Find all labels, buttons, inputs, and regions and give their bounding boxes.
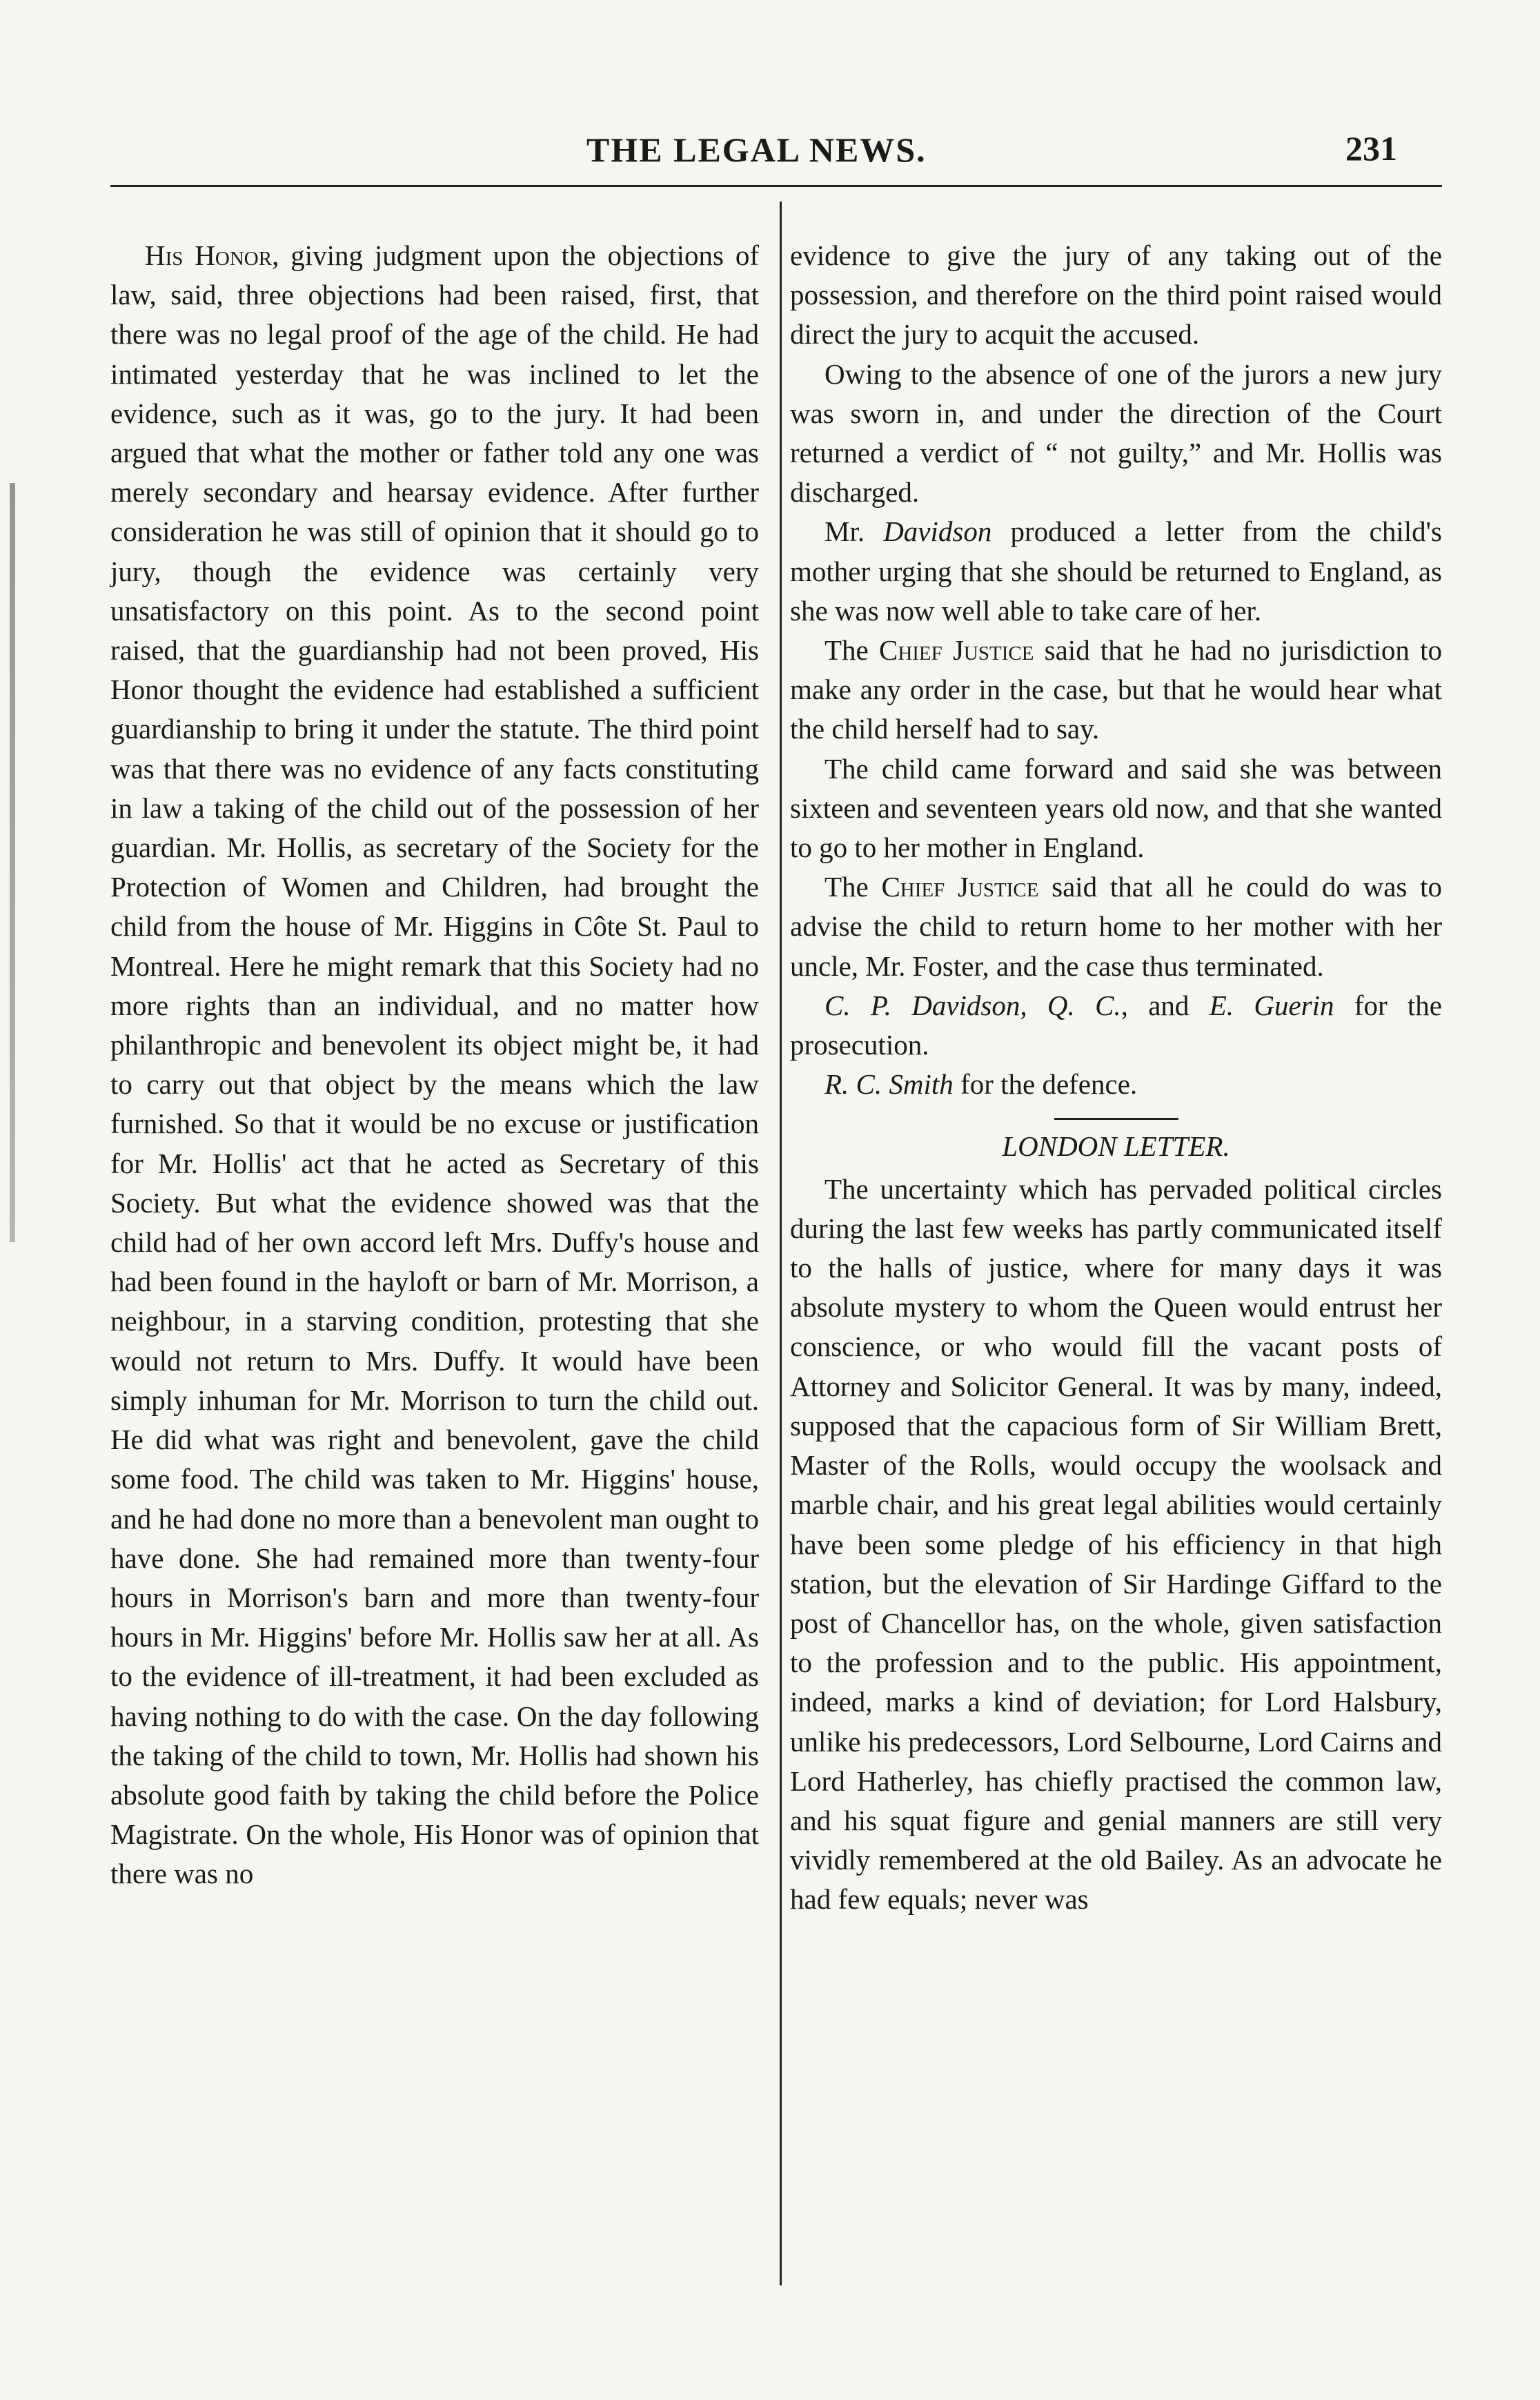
page-header-title: THE LEGAL NEWS.	[586, 130, 927, 169]
counsel-name: C. P. Davidson, Q. C.	[825, 989, 1121, 1021]
text-run: produced a letter from the child's mother urging that she should be returned to England, as she was now well able to take care of her.	[790, 515, 1442, 627]
judgment-paragraph	[110, 236, 759, 1894]
scan-edge-mark	[10, 483, 15, 1242]
text-run: , and	[1121, 989, 1210, 1021]
paragraph-child: The child came forward and said she was between sixteen and seventeen years old now, and that she wanted to go to her mother in England.	[790, 752, 1442, 864]
speaker-name: Chief Justice	[878, 634, 1034, 667]
person-name: Davidson	[883, 515, 992, 548]
right-column	[790, 236, 1442, 1920]
text-run: said that he had no jurisdiction to make any order in the case, but that he would hear what the child herself had to say.	[790, 634, 1443, 745]
judgment-text: , giving judgment upon the objections of law, said, three objections had been raised, first, that there was no legal proof of the age of the child. He had intimated yesterday that he was inclined to let the evidence, such as it was, go to the jury. It had been argued that what the mother or father told any one was merely secondary and hearsay evidence. After further consideration he was still of opinion that it should go to jury, though the evidence was certainly very unsatisfactory on this point. As to the second point raised, that the guardianship had not been proved, His Honor thought the evidence had established a sufficient guardianship to bring it under the statute. The third point was that there was no evidence of any facts constituting in law a taking of the child out of the possession of her guardian. Mr. Hollis, as secretary of the Society for the Protection of Women and Children, had brought the child from the house of Mr. Higgins in Côte St. Paul to Montreal. Here he might remark that this Society had no more rights than an individual, and no matter how philanthropic and benevolent its object might be, it had to carry out that object by the means which the law furnished. So that it would be no excuse or justification for Mr. Hollis' act that he acted as Secretary of this Society. But what the evidence showed was that the child had of her own accord left Mrs. Duffy's house and had been found in the hayloft or barn of Mr. Morrison, a neighbour, in a starving condition, protesting that she would not return to Mrs. Duffy. It would have been simply inhuman for Mr. Morrison to turn the child out. He did what was right and benevolent, gave the child some food. The child was taken to Mr. Higgins' house, and he had done no more than a benevolent man ought to have done. She had remained more than twenty-four hours in Morrison's barn and more than twenty-four hours in Mr. Higgins' before Mr. Hollis saw her at all. As to the evidence of ill-treatment, it had been excluded as having nothing to do with the case. On the day following the taking of the child to town, Mr. Hollis had shown his absolute good faith by taking the child before the Police Magistrate. On the whole, His Honor was of opinion that there was no	[110, 239, 759, 1890]
text-run: The	[825, 634, 879, 667]
paragraph-chief-justice-1	[790, 631, 1442, 749]
paragraph-defence	[790, 1065, 1442, 1104]
paragraph-jury: Owing to the absence of one of the jurors a new jury was sworn in, and under the direction of the Court returned a verdict of “ not guilty,” and Mr. Hollis was discharged.	[790, 357, 1442, 509]
column-divider	[780, 201, 782, 2285]
section-heading: LONDON LETTER.	[1002, 1130, 1230, 1163]
header-rule	[110, 185, 1442, 187]
paragraph-chief-justice-2	[790, 867, 1442, 986]
text-run: said that all he could do was to advise the child to return home to her mother with her uncle, Mr. Foster, and the case thus terminated.	[790, 871, 1442, 982]
paragraph-davidson	[790, 512, 1442, 631]
counsel-name: R. C. Smith	[825, 1068, 954, 1101]
page-number: 231	[1345, 129, 1397, 168]
speaker-name: Chief Justice	[881, 871, 1039, 903]
left-column	[110, 236, 759, 1894]
section-rule	[1054, 1118, 1178, 1120]
counsel-name: E. Guerin	[1209, 989, 1334, 1021]
text-run: The	[825, 871, 882, 903]
paragraph-london-letter: The uncertainty which has pervaded political circles during the last few weeks has partly communicated itself to the halls of justice, where for many days it was absolute mystery to whom the Queen would entrust her conscience, or who would fill the vacant posts of Attorney and Solicitor General. It was by many, indeed, supposed that the capacious form of Sir William Brett, Master of the Rolls, would occupy the woolsack and marble chair, and his great legal abilities would certainly have been some pledge of his efficiency in that high station, but the elevation of Sir Hardinge Giffard to the post of Chancellor has, on the whole, given satisfaction to the profession and to the public. His appointment, indeed, marks a kind of deviation; for Lord Halsbury, unlike his predecessors, Lord Selbourne, Lord Cairns and Lord Hatherley, has chiefly practised the common law, and his squat figure and genial manners are still very vividly remembered at the old Bailey. As an advocate he had few equals; never was	[790, 1172, 1442, 1916]
text-run: Mr.	[825, 515, 884, 548]
paragraph-continued: evidence to give the jury of any taking out of the possession, and therefore on the third point raised would direct the jury to acquit the accused.	[790, 239, 1442, 351]
text-run: for the prosecution.	[790, 989, 1442, 1061]
text-run: for the defence.	[953, 1068, 1138, 1101]
speaker-name: His Honor	[145, 239, 273, 271]
paragraph-prosecution	[790, 986, 1442, 1065]
